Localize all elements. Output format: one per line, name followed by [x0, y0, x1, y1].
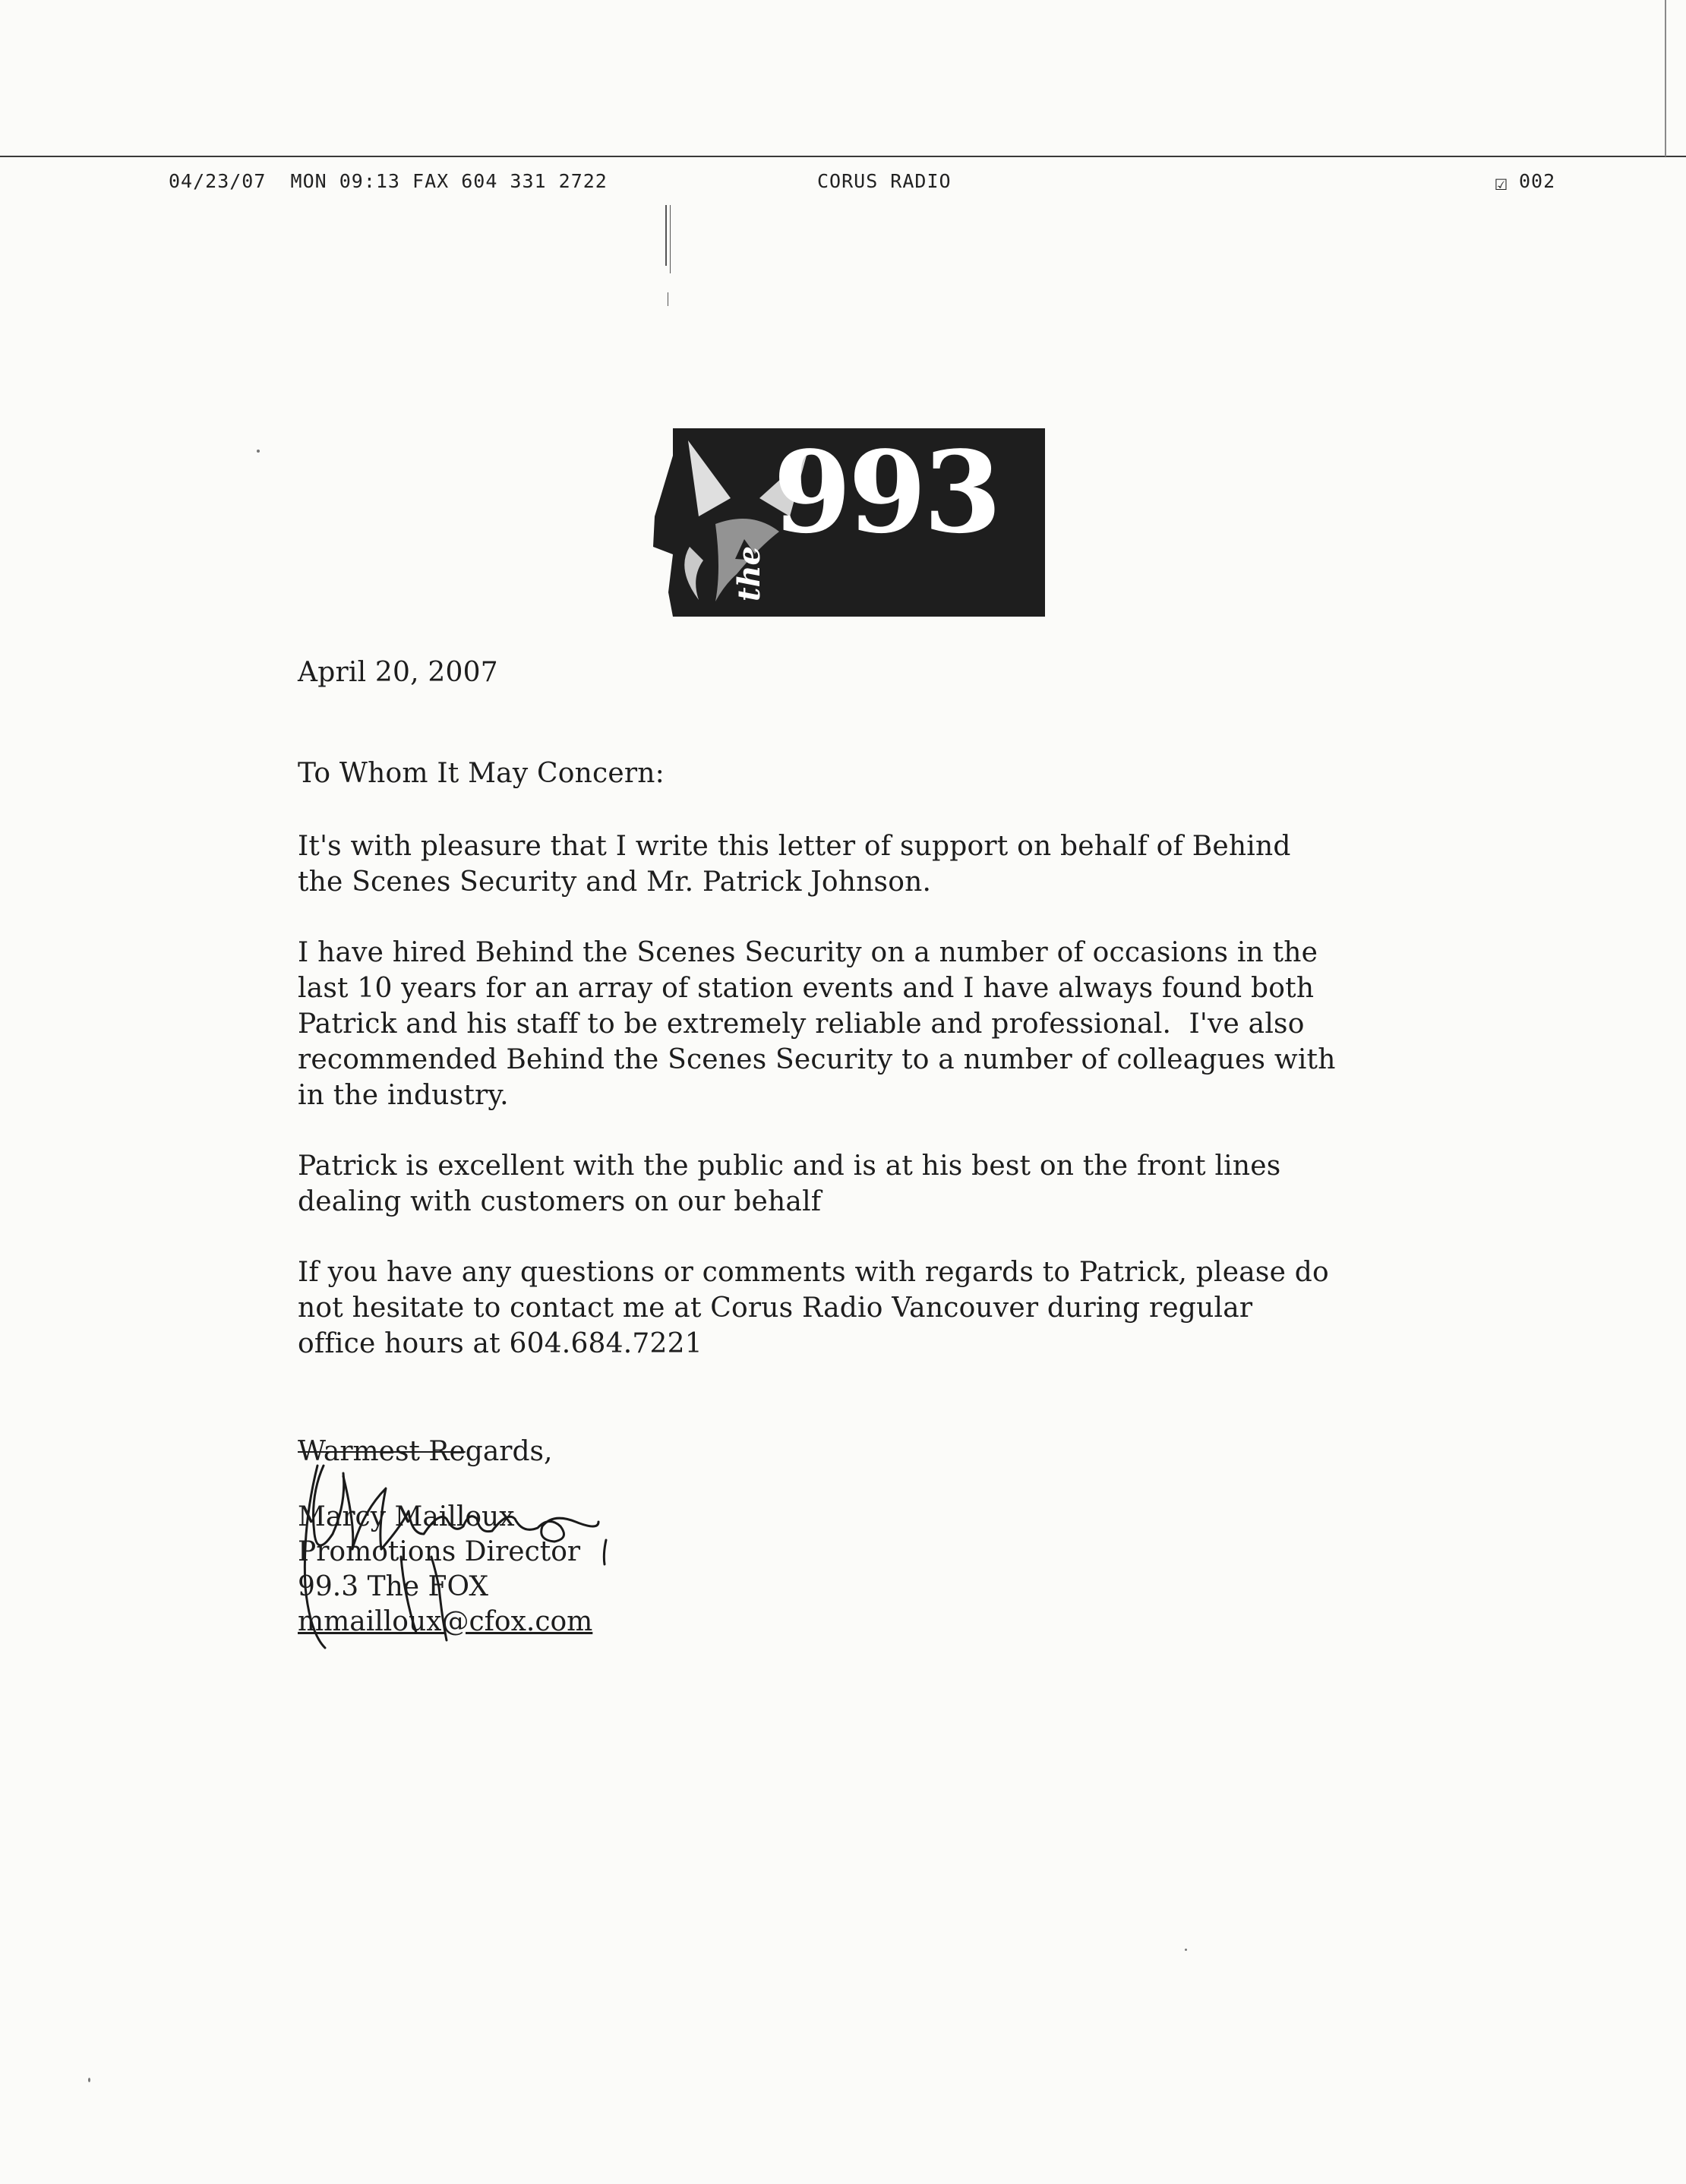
- letter-body: [298, 655, 1437, 1397]
- fax-page-edge: [0, 156, 1686, 157]
- letter-paragraph: [298, 1148, 1437, 1220]
- paragraph-line: Patrick and his staff to be extremely reliable and professional. I've also: [298, 1008, 1305, 1040]
- scan-speck: [88, 2078, 90, 2082]
- fax-transmission-line: 04/23/07 MON 09:13 FAX 604 331 2722: [169, 170, 608, 192]
- letter-paragraph: [298, 935, 1437, 1113]
- letter-closing: [298, 1434, 753, 1640]
- paragraph-line: not hesitate to contact me at Corus Radio Vancouver during regular: [298, 1292, 1253, 1324]
- paragraph-line: Patrick is excellent with the public and is at his best on the front lines: [298, 1150, 1281, 1182]
- fax-page-number: 002: [1519, 170, 1556, 192]
- sender-station: 99.3 The FOX: [298, 1571, 489, 1602]
- signature-space: [298, 1469, 753, 1500]
- paragraph-line: dealing with customers on our behalf: [298, 1186, 822, 1217]
- fax-company: CORUS RADIO: [817, 170, 952, 192]
- scan-speck: [1185, 1949, 1187, 1951]
- paragraph-line: It's with pleasure that I write this letter of support on behalf of Behind: [298, 831, 1291, 862]
- logo-tagline: the: [731, 545, 767, 601]
- fax-page-edge-right: [1665, 0, 1666, 156]
- paragraph-line: If you have any questions or comments with regards to Patrick, please do: [298, 1257, 1329, 1288]
- paragraph-line: last 10 years for an array of station events and I have always found both: [298, 973, 1315, 1004]
- struck-text: Warmest Re: [298, 1436, 466, 1467]
- fax-header: [0, 170, 1686, 200]
- letter-paragraph: [298, 1255, 1437, 1362]
- letter-paragraph: [298, 828, 1437, 900]
- letter-date: April 20, 2007: [298, 657, 498, 688]
- paragraph-line: the Scenes Security and Mr. Patrick Johnson.: [298, 866, 932, 898]
- paragraph-line: in the industry.: [298, 1080, 509, 1111]
- sender-name: Marcy Mailloux: [298, 1501, 515, 1532]
- paragraph-line: I have hired Behind the Scenes Security on a number of occasions in the: [298, 937, 1318, 968]
- closing-line: [298, 1434, 753, 1469]
- fax-checkbox-icon: ☑: [1495, 170, 1508, 195]
- sender-email: mmailloux@cfox.com: [298, 1606, 593, 1637]
- scan-speck: [257, 450, 260, 453]
- letter-salutation: To Whom It May Concern:: [298, 758, 665, 789]
- logo-left-edge: [653, 456, 673, 617]
- paragraph-line: office hours at 604.684.7221: [298, 1328, 702, 1359]
- fax-tick-mark: [670, 205, 671, 273]
- paragraph-line: recommended Behind the Scenes Security to a number of colleagues with: [298, 1044, 1336, 1075]
- sender-title: Promotions Director: [298, 1536, 581, 1567]
- station-logo: [646, 425, 1048, 620]
- fax-tick-mark: [665, 205, 667, 266]
- closing-remaining: gards,: [465, 1436, 553, 1467]
- logo-number: 993: [773, 426, 999, 558]
